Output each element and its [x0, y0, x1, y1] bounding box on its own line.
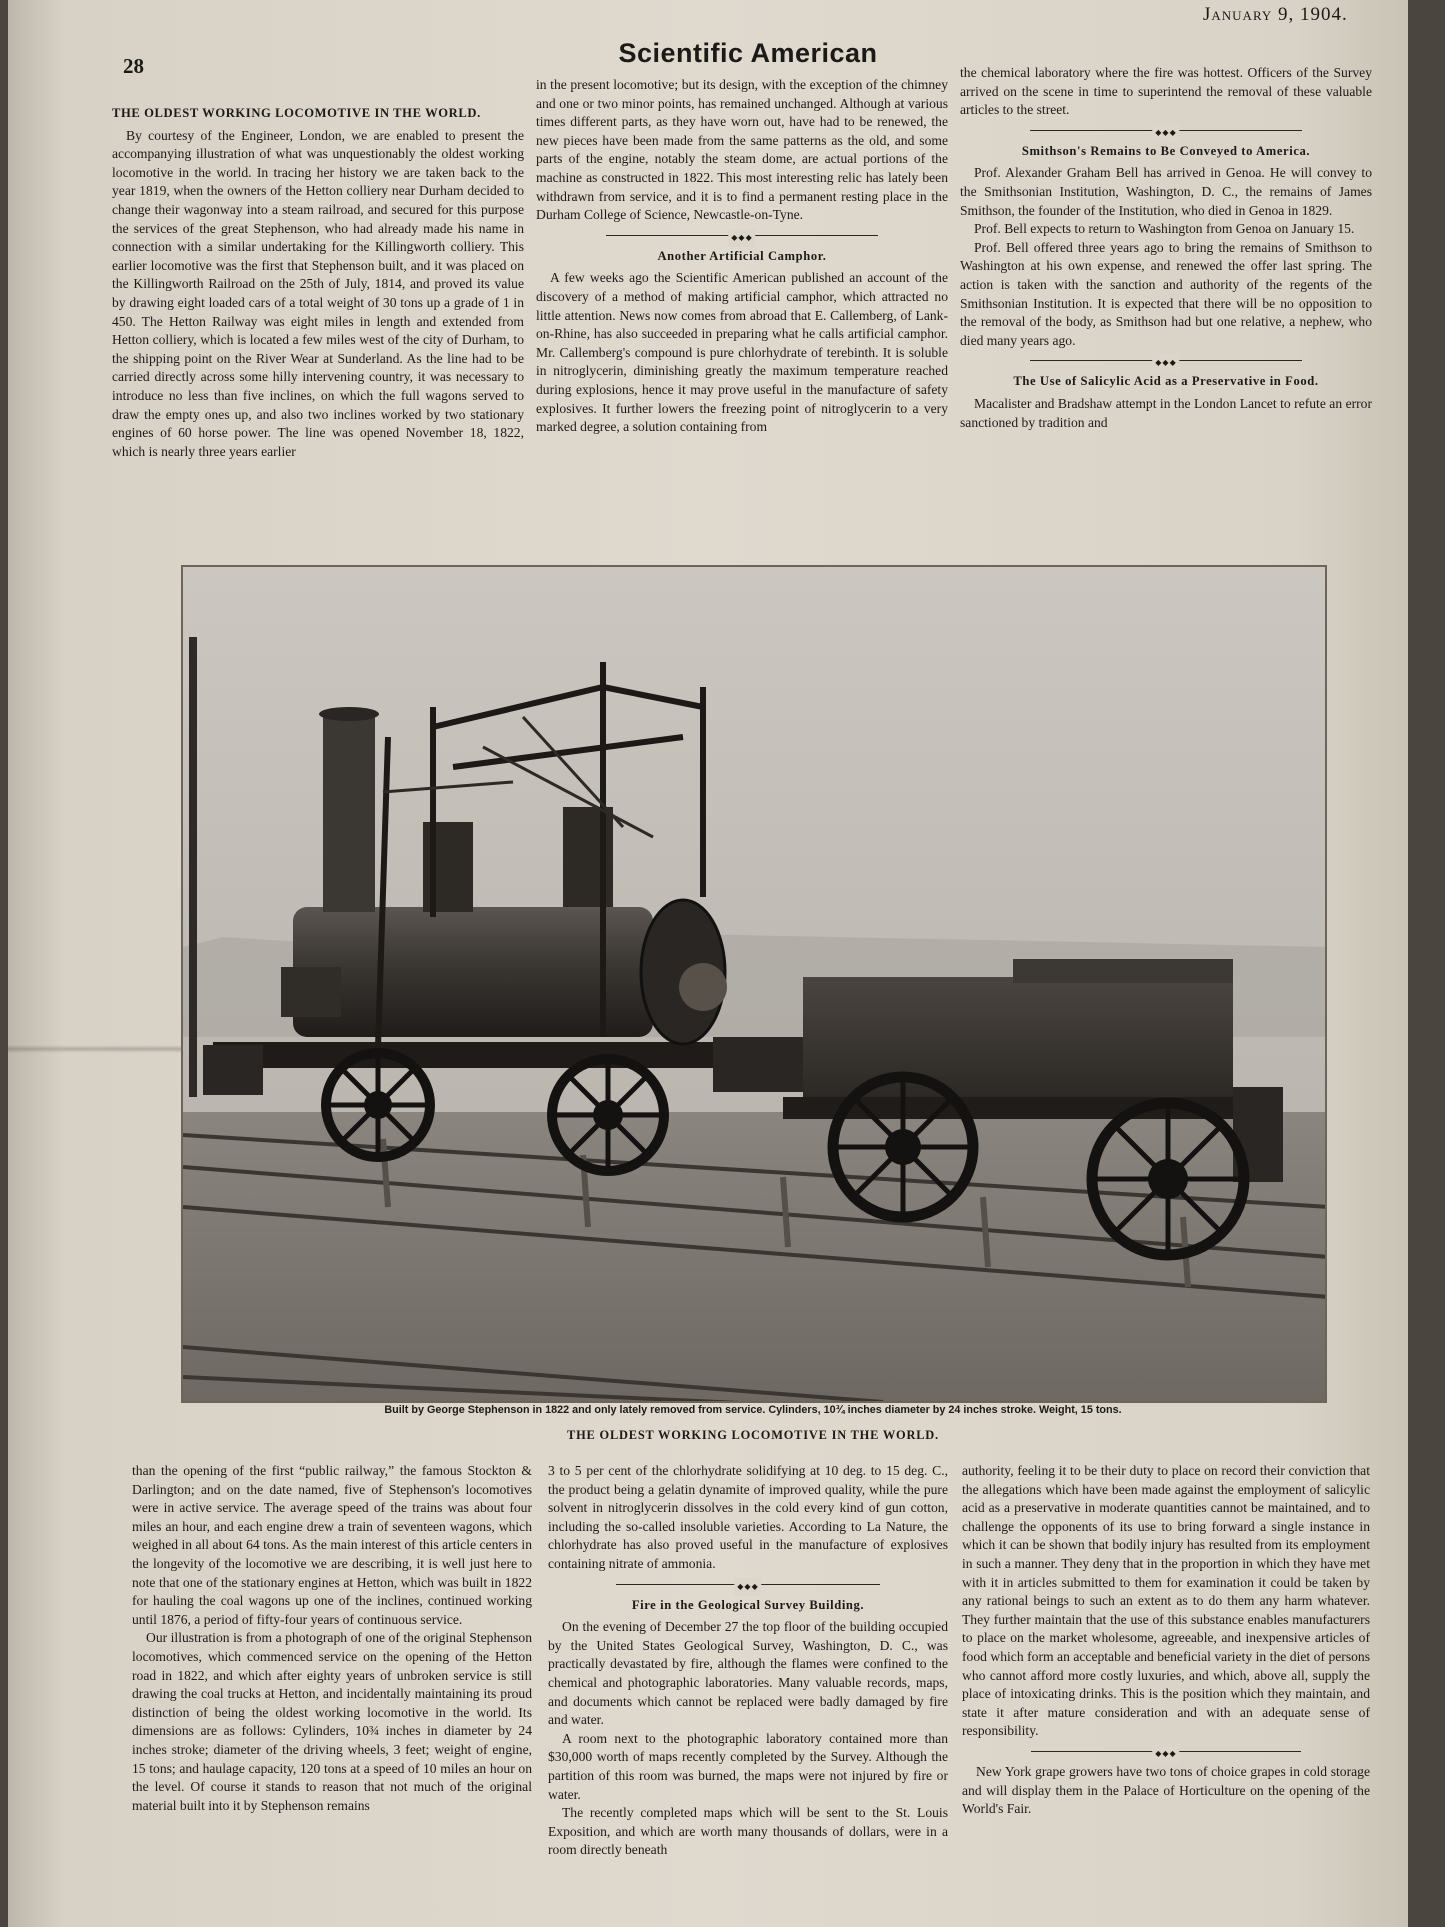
camphor-paragraph-2: 3 to 5 per cent of the chlorhydrate solidifying at 10 deg. to 15 deg. C., the product being a gelatin dynamite of improved quality, while the pure solvent in nitroglycerin dissolves in the cold every kind of gun cotton, including the so-called insoluble varieties. According to La Nature, the chlorhydrate has also proved useful in the manufacture of explosives containing nitrate of ammonia. — [548, 1463, 948, 1571]
issue-date: January 9, 1904. — [1203, 4, 1348, 25]
fire-paragraph-1: On the evening of December 27 the top floor of the building occupied by the United States Geological Survey, Washington, D. C., was practically devastated by fire, although the flames were confined to the chemical and photographic laboratories. Many valuable records, maps, and documents which cannot be replaced were badly damaged by fire and water. — [548, 1619, 948, 1728]
smithson-paragraph-2: Prof. Bell expects to return to Washington from Genoa on January 15. — [974, 221, 1355, 237]
loco-wheel-front — [552, 1059, 664, 1171]
locomotive-paragraph-4: in the present locomotive; but its design, with the exception of the chimney and one or two minor points, has remained unchanged. Although at various times different parts, as they have worn out, have had to be renewed, the new pieces have been made from the same patterns as the old, and some parts of the engine, notably the steam dome, are actual portions of the machine as constructed in 1822. This most interesting relic has lately been withdrawn from service, and it is to find a permanent resting place in the Durham College of Science, Newcastle-on-Tyne. — [536, 77, 948, 223]
smithson-article-title: Smithson's Remains to Be Conveyed to America. — [1021, 143, 1311, 158]
tender-wheel-rear — [1092, 1103, 1244, 1255]
salicylic-paragraph-2: authority, feeling it to be their duty to place on record their conviction that the allegations which have been made against the employment of salicylic acid as a preservative in moderate quantities cannot be maintained, and to challenge the opponents of its use to bring forward a single instance in which it can be shown that bodily injury has resulted from its employment in such a manner. They deny that in the proportion in which they have met with it in articles submitted to them for examination it could be taken by any rational beings to such an extent as to do them any harm whatever. They further maintain that the use of this substance enables manufacturers to place on the market wholesome, agreeable, and inexpensive articles of food which form an acceptable and beneficial variety in the diet of persons who cannot afford more costly luxuries, and which, above all, supply the place of intoxicating drinks. This is the position which they maintain, and state it after mature consideration and with an adequate sense of responsibility. — [962, 1463, 1370, 1739]
pole — [189, 637, 197, 1097]
figure-caption: Built by George Stephenson in 1822 and only lately removed from service. Cylinders, 10¾ inches diameter by 24 inches stroke. Weight, 15 tons. — [384, 1404, 1122, 1416]
locomotive-illustration — [183, 567, 1327, 1403]
tender-wheel-front — [833, 1077, 973, 1217]
frame — [213, 1042, 793, 1068]
salicylic-article-title: The Use of Salicylic Acid as a Preservative in Food. — [1013, 374, 1319, 389]
locomotive-paragraph-3: Our illustration is from a photograph of one of the original Stephenson locomotives, which commenced service on the opening of the Hetton road in 1822, and which after eighty years of unbroken service is still drawing the coal trucks at Hetton, and incidentally maintaining its proud distinction of being the oldest working locomotive in the world. Its dimensions are as follows: Cylinders, 10¾ inches in diameter by 24 inches stroke; diameter of the driving wheels, 3 feet; weight of engine, 15 tons; and haulage capacity, 120 tons at a speed of 10 miles an hour on the level. Of course it stands to reason that not much of the original material built into it by Stephenson remains — [132, 1630, 532, 1813]
upper-column-3 — [960, 64, 1372, 432]
fire-article-title: Fire in the Geological Survey Building. — [631, 1597, 865, 1612]
grape-paragraph: New York grape growers have two tons of choice grapes in cold storage and will display them in the Palace of Horticulture on the opening of the World's Fair. — [962, 1763, 1370, 1817]
smithson-paragraph-3: Prof. Bell offered three years ago to bring the remains of Smithson to Washington at his own expense, and renewed the offer last spring. The action is taken with the sanction and authority of the regents of the Smithsonian Institution. It is expected that there will be no opposition to the removal of the body, as Smithson had but one relative, a nephew, who died many years ago. — [960, 239, 1372, 348]
chimney — [323, 712, 375, 912]
salicylic-paragraph-1: Macalister and Bradshaw attempt in the London Lancet to refute an error sanctioned by tradition and — [960, 395, 1372, 430]
masthead: Scientific American — [618, 38, 878, 68]
lower-column-3 — [962, 1462, 1370, 1819]
tender-lid — [1013, 959, 1233, 983]
rear-box — [281, 967, 341, 1017]
boiler — [293, 907, 653, 1037]
smokebox-door — [679, 963, 727, 1011]
figure-title: THE OLDEST WORKING LOCOMOTIVE IN THE WORLD. — [567, 1428, 939, 1442]
smithson-paragraph-1: Prof. Alexander Graham Bell has arrived in Genoa. He will convey to the Smithsonian Institution, Washington, D. C., the remains of James Smithson, the founder of the Institution, who died in Genoa in 1829. — [960, 165, 1372, 218]
coupling-block — [713, 1037, 803, 1092]
section-divider — [606, 231, 878, 241]
buffer-beam — [203, 1045, 263, 1095]
fire-paragraph-3: The recently completed maps which will be sent to the St. Louis Exposition, and which are worth many thousands of dollars, were in a room directly beneath — [548, 1805, 948, 1858]
section-divider — [616, 1580, 880, 1590]
locomotive-article-title: THE OLDEST WORKING LOCOMOTIVE IN THE WORLD. — [112, 106, 481, 120]
loco-wheel-rear — [326, 1053, 430, 1157]
chimney-top — [319, 707, 379, 721]
section-divider — [1030, 356, 1302, 366]
camphor-paragraph-1: A few weeks ago the Scientific American published an account of the discovery of a method of making artificial camphor, which attracted no little attention. News now comes from abroad that E. Callemberg, of Lank-on-Rhine, has also succeeded in preparing what he calls artificial camphor. Mr. Callemberg's compound is pure chlorhydrate of terebinth. It is soluble in nitroglycerin, diminishing greatly the maximum temperature reached during explosions, hence it may prove useful in the manufacture of safety explosives. It further lowers the freezing point of nitroglycerin to a very marked degree, a solution containing from — [536, 270, 948, 435]
camphor-article-title: Another Artificial Camphor. — [657, 248, 827, 263]
upper-column-2 — [536, 76, 948, 437]
lower-column-1 — [132, 1462, 532, 1815]
locomotive-photograph — [181, 565, 1327, 1403]
section-divider — [1031, 1747, 1300, 1757]
newspaper-page — [8, 0, 1408, 1927]
lower-column-2 — [548, 1462, 948, 1860]
page-number: 28 — [123, 54, 144, 78]
section-divider — [1030, 126, 1302, 136]
locomotive-paragraph-1: By courtesy of the Engineer, London, we are enabled to present the accompanying illustration of what was unquestionably the oldest working locomotive in the world. In tracing her history we are taken back to the year 1819, when the owners of the Hetton colliery near Durham decided to change their wagonway into a steam railroad, and secured for this purpose the services of the great Stephenson, who had already made his name in connection with a similar undertaking for the Killingworth colliery. This earlier locomotive was the first that Stephenson built, and it was placed on the Killingworth Railroad on the 25th of July, 1814, and proved its value by drawing eight loaded cars of a total weight of 30 tons up a grade of 1 in 450. The Hetton Railway was eight miles in length and extended from Hetton colliery, which is located a few miles west of the city of Durham, to the shipping point on the River Wear at Sunderland. As the line had to be carried directly across some hilly intervening country, it was necessary to introduce no less than five inclines, on which the full wagons served to draw the empty ones up, and also two inclines worked by two stationary engines of 60 horse power. The line was opened November 18, 1822, which is nearly three years earlier — [112, 127, 524, 459]
fire-paragraph-4: the chemical laboratory where the fire was hottest. Officers of the Survey arrived on the scene in time to superintend the removal of these valuable articles to the street. — [960, 65, 1372, 118]
upper-column-1 — [112, 100, 524, 461]
locomotive-paragraph-2: than the opening of the first “public railway,” the famous Stockton & Darlington; and on the date named, five of Stephenson's locomotives were in active service. The average speed of the trains was about four miles an hour, and each engine drew a train of seventeen wagons, which weighed in all about 64 tons. As the main interest of this article centers in the longevity of the locomotive we are describing, it is well just here to note that one of the stationary engines at Hetton, which was built in 1822 for hauling the coal wagons up one of the inclines, continued working until 1876, a period of fifty-four years of continuous service. — [132, 1463, 532, 1627]
fire-paragraph-2: A room next to the photographic laboratory contained more than $30,000 worth of maps recently completed by the Survey. Although the partition of this room was burned, the maps were not injured by fire or water. — [548, 1730, 948, 1802]
page-fold — [8, 1045, 198, 1053]
